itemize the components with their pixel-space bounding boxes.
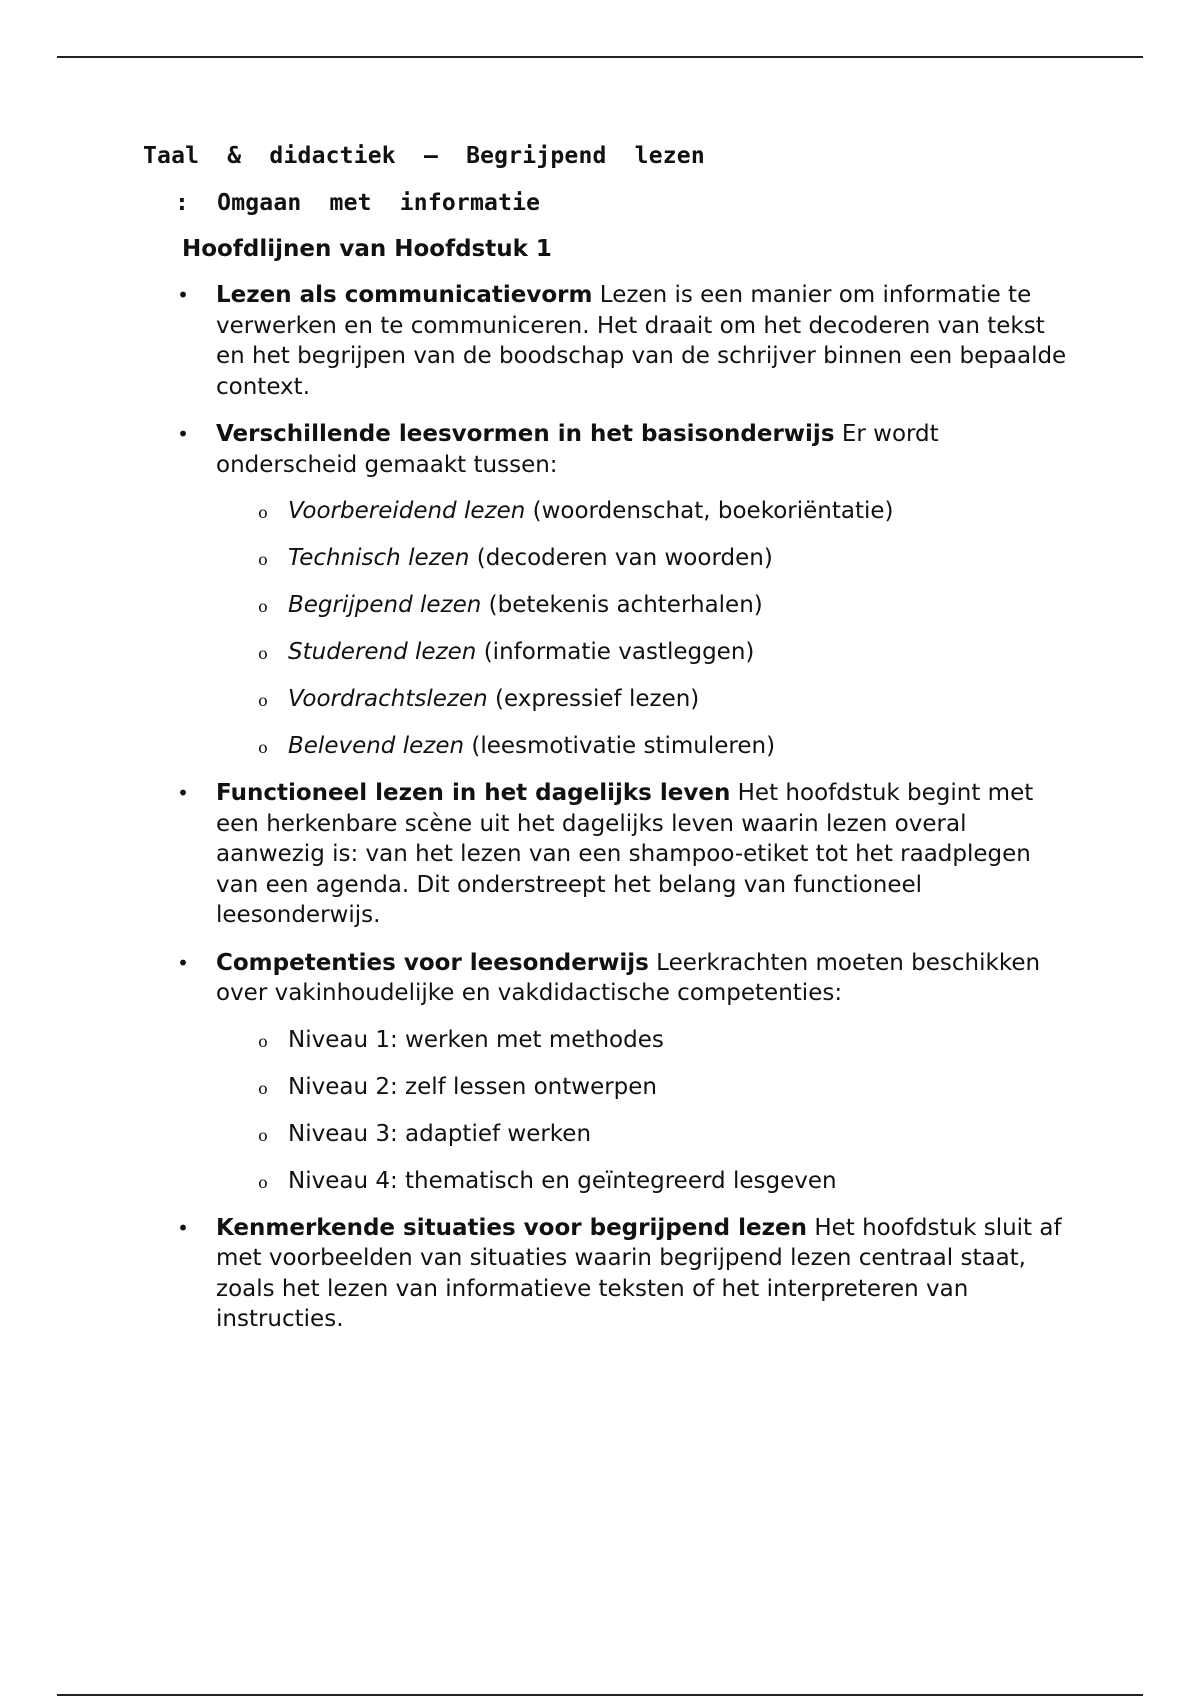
- sub-list-item: [216, 496, 1076, 526]
- sub-list-item: [216, 731, 1076, 761]
- bullet-icon: •: [177, 950, 189, 975]
- bullet-title: Kenmerkende situaties voor begrijpend lezen: [216, 1214, 807, 1241]
- footer-rule: [57, 1694, 1143, 1696]
- sub-list-item: [216, 590, 1076, 620]
- sub-list: [216, 1025, 1076, 1196]
- list-item: [176, 280, 1076, 402]
- sub-list-item: [216, 1166, 1076, 1196]
- list-item: [176, 948, 1076, 1196]
- bullet-text: Het hoofdstuk begint met een herkenbare scène uit het dagelijks leven waarin lezen overal aanwezig is: van het lezen van een shampoo-etiket tot het raadplegen van een agenda. Dit onderstreept het belang van functioneel leesonderwijs.: [216, 780, 1034, 928]
- sub-item-text: (expressief lezen): [495, 686, 700, 712]
- sub-item-term: Voorbereidend lezen: [288, 498, 526, 524]
- circle-bullet-icon: o: [258, 597, 268, 616]
- sub-item-term: Begrijpend lezen: [288, 592, 482, 618]
- header-rule: [57, 56, 1143, 58]
- document-title: Taal & didactiek – Begrijpend lezen: [143, 143, 705, 169]
- sub-item-term: Studerend lezen: [288, 639, 477, 665]
- bullet-text: Het hoofdstuk sluit af met voorbeelden van situaties waarin begrijpend lezen centraal staat, zoals het lezen van informatieve teksten of het interpreteren van instructies.: [216, 1214, 1062, 1332]
- list-item: [176, 1213, 1076, 1335]
- circle-bullet-icon: o: [258, 550, 268, 569]
- bullet-title: Verschillende leesvormen in het basisonderwijs: [216, 421, 835, 447]
- sub-item-term: Voordrachtslezen: [288, 686, 488, 712]
- sub-item-text: (woordenschat, boekoriëntatie): [532, 498, 894, 524]
- sub-item-text: Niveau 1: werken met methodes: [288, 1026, 664, 1053]
- sub-item-text: Niveau 3: adaptief werken: [288, 1120, 592, 1147]
- sub-list-item: [216, 1025, 1076, 1055]
- list-item: [176, 778, 1076, 931]
- sub-list-item: [216, 543, 1076, 573]
- bullet-title: Competenties voor leesonderwijs: [216, 949, 649, 976]
- bullet-icon: •: [177, 283, 189, 307]
- sub-item-text: (betekenis achterhalen): [488, 592, 763, 618]
- sub-list-item: [216, 1072, 1076, 1102]
- sub-item-text: (decoderen van woorden): [476, 545, 773, 571]
- circle-bullet-icon: o: [258, 1172, 268, 1192]
- bullet-icon: •: [177, 781, 189, 805]
- circle-bullet-icon: o: [258, 738, 268, 757]
- sub-list-item: [216, 1119, 1076, 1149]
- circle-bullet-icon: o: [258, 503, 268, 522]
- section-heading: Hoofdlijnen van Hoofdstuk 1: [182, 236, 552, 262]
- bullet-text: Er wordt onderscheid gemaakt tussen:: [216, 421, 939, 478]
- sub-list: [216, 496, 1076, 761]
- circle-bullet-icon: o: [258, 1031, 268, 1051]
- circle-bullet-icon: o: [258, 691, 268, 710]
- sub-item-term: Technisch lezen: [288, 545, 470, 571]
- sub-item-text: Niveau 4: thematisch en geïntegreerd lesgeven: [288, 1167, 837, 1194]
- sub-item-text: (informatie vastleggen): [483, 639, 755, 665]
- circle-bullet-icon: o: [258, 1125, 268, 1145]
- circle-bullet-icon: o: [258, 644, 268, 663]
- document-subtitle: : Omgaan met informatie: [175, 190, 541, 216]
- bullet-text: Lezen is een manier om informatie te verwerken en te communiceren. Het draait om het decoderen van tekst en het begrijpen van de boodschap van de schrijver binnen een bepaalde context.: [216, 282, 1067, 400]
- sub-list-item: [216, 637, 1076, 667]
- sub-item-text: Niveau 2: zelf lessen ontwerpen: [288, 1073, 658, 1100]
- bullet-icon: •: [177, 1215, 189, 1240]
- document-body: [176, 280, 1076, 1352]
- sub-item-term: Belevend lezen: [288, 733, 465, 759]
- sub-item-text: (leesmotivatie stimuleren): [471, 733, 776, 759]
- bullet-list: [176, 280, 1076, 1335]
- sub-list-item: [216, 684, 1076, 714]
- bullet-icon: •: [177, 422, 189, 446]
- bullet-text: Leerkrachten moeten beschikken over vakinhoudelijke en vakdidactische competenties:: [216, 949, 1041, 1006]
- bullet-title: Lezen als communicatievorm: [216, 282, 593, 308]
- list-item: [176, 419, 1076, 761]
- circle-bullet-icon: o: [258, 1078, 268, 1098]
- bullet-title: Functioneel lezen in het dagelijks leven: [216, 780, 731, 806]
